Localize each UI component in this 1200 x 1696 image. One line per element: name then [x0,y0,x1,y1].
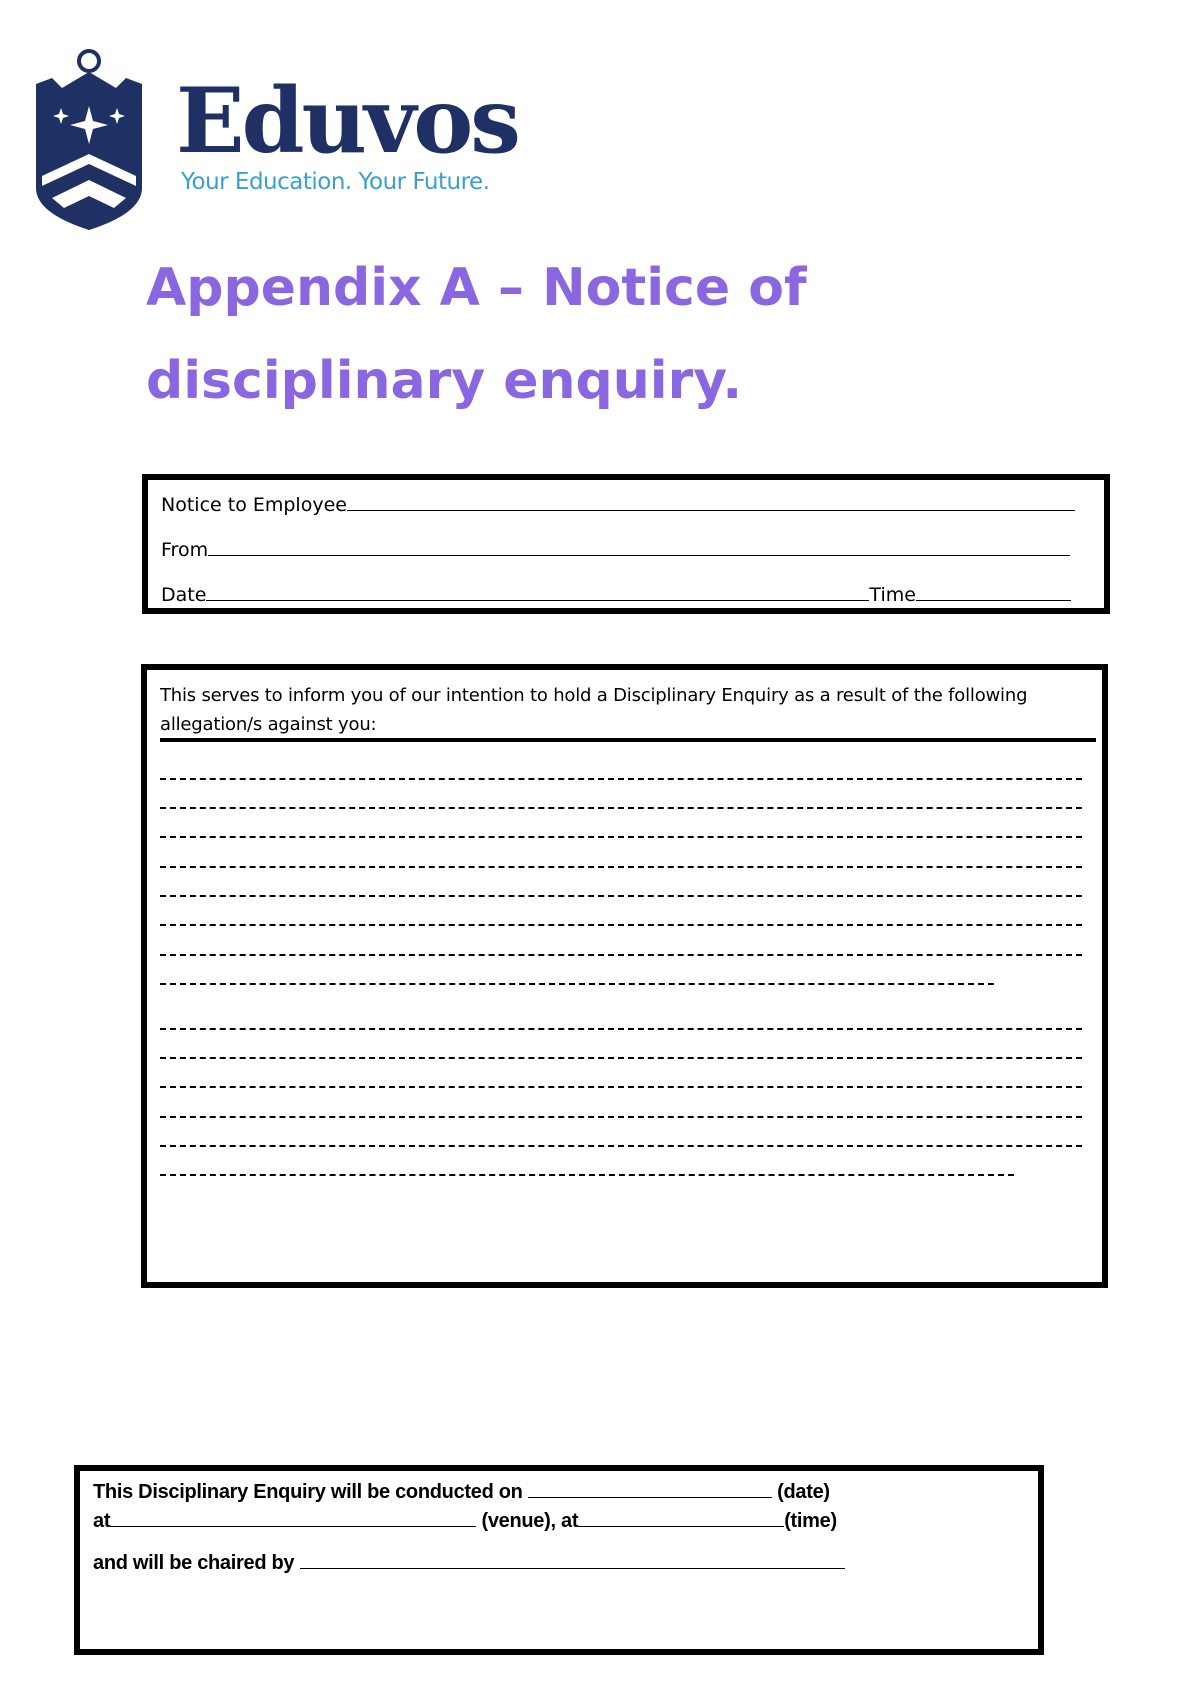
page-title-line-1: Appendix A – Notice of [146,258,807,318]
allegation-line[interactable] [160,954,1082,956]
enquiry-at-label: at [93,1510,111,1532]
enquiry-details-box [74,1465,1044,1655]
allegation-line[interactable] [160,778,1082,780]
enquiry-date-field[interactable] [93,1482,830,1502]
allegation-line[interactable] [160,1057,1082,1059]
allegation-line[interactable] [160,836,1082,838]
allegation-line[interactable] [160,1174,1014,1176]
eduvos-crest-logo [34,48,144,230]
employee-field[interactable] [161,496,1075,515]
enquiry-time-suffix: (time) [784,1510,837,1532]
time-blank[interactable] [916,600,1071,601]
date-blank[interactable] [206,600,869,601]
enquiry-date-suffix: (date) [777,1481,830,1503]
enquiry-time-blank[interactable] [578,1526,784,1527]
time-label: Time [869,584,916,606]
allegation-line[interactable] [160,895,1082,897]
allegation-line[interactable] [160,1116,1082,1118]
allegation-line[interactable] [160,924,1082,926]
page-title-line-2: disciplinary enquiry. [146,351,743,411]
enquiry-venue-blank[interactable] [110,1526,476,1527]
allegations-intro-2: allegation/s against you: [160,714,377,735]
from-field[interactable] [161,541,1070,560]
enquiry-chair-field[interactable] [93,1553,845,1573]
brand-name: Eduvos [176,68,518,174]
enquiry-venue-field[interactable] [93,1511,837,1531]
allegations-intro-1: This serves to inform you of our intention to hold a Disciplinary Enquiry as a result of the following [160,685,1028,706]
notice-details-box [142,474,1110,614]
enquiry-venue-suffix: (venue), at [481,1510,579,1532]
from-blank[interactable] [208,555,1070,556]
from-label: From [161,539,209,561]
date-time-field[interactable] [161,586,1071,605]
allegation-line[interactable] [160,983,994,985]
allegation-line[interactable] [160,1086,1082,1088]
employee-label: Notice to Employee [161,494,347,516]
allegation-line[interactable] [160,1145,1082,1147]
allegation-line[interactable] [160,1028,1082,1030]
employee-blank[interactable] [347,510,1075,511]
allegation-line[interactable] [160,807,1082,809]
intro-divider [160,738,1096,742]
enquiry-chaired-label: and will be chaired by [93,1552,295,1574]
enquiry-conducted-label: This Disciplinary Enquiry will be conducted on [93,1481,523,1503]
allegation-line[interactable] [160,866,1082,868]
allegations-box [141,664,1108,1288]
date-label: Date [161,584,207,606]
enquiry-chair-blank[interactable] [300,1568,845,1569]
brand-tagline: Your Education. Your Future. [181,169,490,195]
enquiry-date-blank[interactable] [528,1497,772,1498]
